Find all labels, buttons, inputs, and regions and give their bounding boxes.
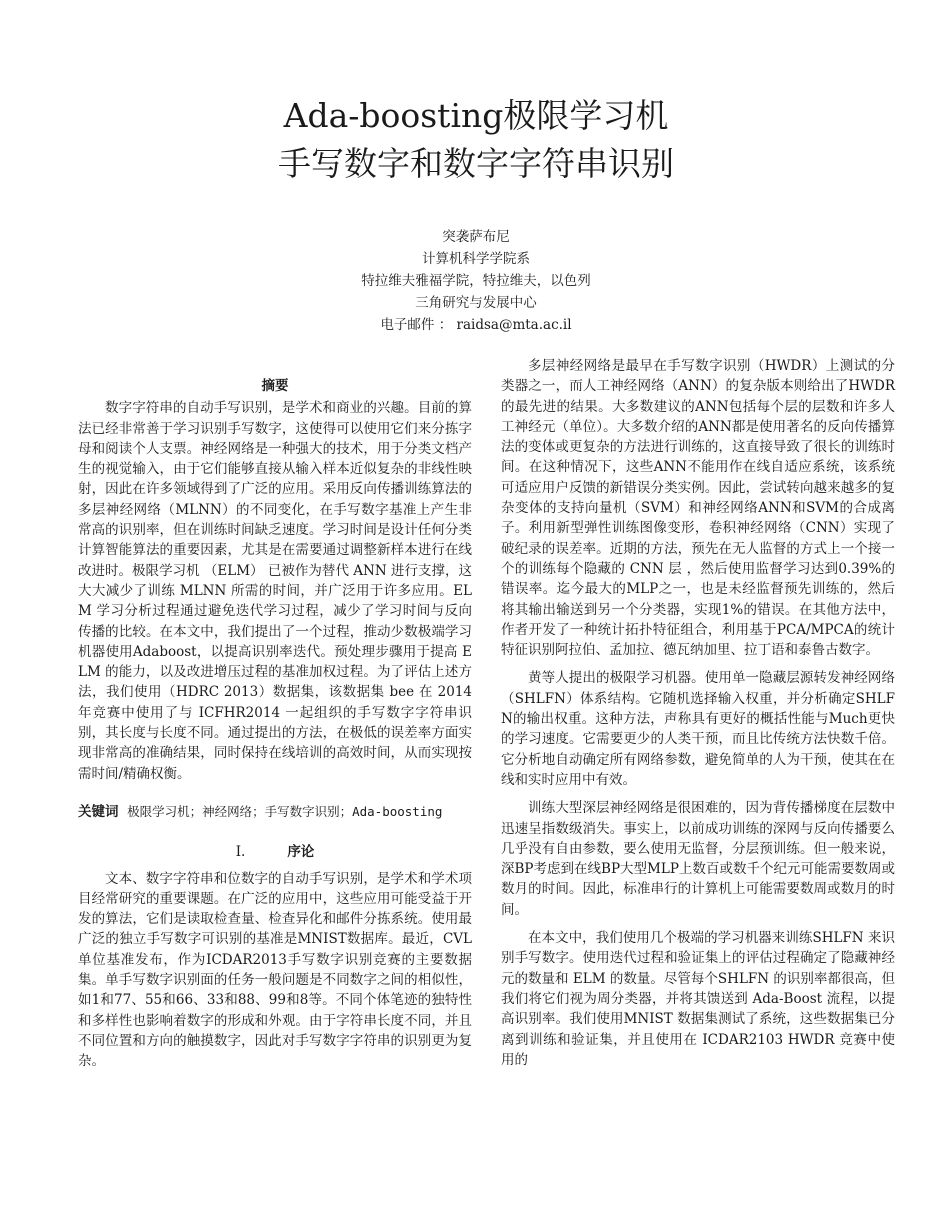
body-paragraph-1: 多层神经网络是最早在手写数字识别（HWDR）上测试的分类器之一，而人工神经网络（ANN）的复杂版本则给出了HWDR的最先进的结果。大多数建议的ANN包括每个层的层数和许多人工神经元（单位）。大多数介绍的ANN都是使用著名的反向传播算法的变体或更复杂的方法进行训练的，这直接导致了很长的训练时间。在这种情况下，这些ANN不能用作在线自适应系统，该系统可适应用户反馈的新错误分类实例。因此，尝试转向越来越多的复杂变体的支持向量机（SVM）和神经网络ANN和SVM的合成离子。利用新型弹性训练图像变形，卷积神经网络（CNN）实现了破纪录的误差率。近期的方法，预先在无人监督的方式上一个接一个的训练每个隐藏的 CNN 层 ，然后使用监督学习达到0.39%的错误率。迄今最大的MLP之一，也是未经监督预先训练的，然后将其输出输送到另一个分类器，实现1%的错误。在其他方法中，作者开发了一种统计拓扑特征组合，利用基于PCA/MPCA的统计特征识别阿拉伯、孟加拉、德瓦纳加里、拉丁语和泰鲁古数字。: [501, 358, 895, 659]
intro-paragraph: 文本、数字字符串和位数字的自动手写识别，是学术和学术项目经常研究的重要课题。在广泛的应用中，这些应用可能受益于开发的算法，它们是读取检查量、检查异化和邮件分拣系统。使用最广泛的独立手写数字可识别的基准是MNIST数据库。最近，CVL单位基准发布，作为ICDAR2013手写数字识别竞赛的主要数据集。单手写数字识别面的任务一般问题是不同数字之间的相似性，如1和77、55和66、33和88、99和8等。不同个体笔迹的独特性和多样性也影响着数字的形成和外观。由于字符串长度不同，并且不同位置和方向的触摸数字，因此对手写数字字符串的识别更为复杂。: [78, 870, 472, 1070]
author-department: 计算机科学学院系: [422, 251, 530, 267]
abstract-text: 数字字符串的自动手写识别，是学术和商业的兴趣。目前的算法已经非常善于学习识别手写数字，这使得可以使用它们来分拣字母和阅读个人支票。神经网络是一种强大的技术，用于分类文档产生的视觉输入，由于它们能够直接从输入样本近似复杂的非线性映射，因此在许多领域得到了广泛的应用。采用反向传播训练算法的多层神经网络（MLNN）的不同变化，在手写数字基准上产生非常高的识别率，但在训练时间缺乏速度。学习时间是设计任何分类计算智能算法的重要因素，尤其是在需要通过调整新样本进行在线改进时。极限学习机 （ELM） 已被作为替代 ANN 进行支撑，这大大减少了训练 MLNN 所需的时间，并广泛用于许多应用。ELM 学习分析过程通过避免迭代学习过程，减少了学习时间与反向传播的比较。在本文中，我们提出了一个过程，推动少数极端学习机器使用Adaboost，以提高识别率迭代。预处理步骤用于提高 ELM 的能力，以及改进增压过程的基准加权过程。为了评估上述方法，我们使用（HDRC 2013）数据集，该数据集 bee 在 2014 年竞赛中使用了与 ICFHR2014 一起组织的手写数字字符串识别，其长度与长度不同。通过提出的方法，在极低的误差率方面实现非常高的准确结果，同时保持在线培训的高效时间，从而实现按需时间/精确权衡。: [78, 400, 472, 782]
author-center: 三角研究与发展中心: [415, 295, 537, 311]
right-column: [501, 356, 895, 1078]
body-paragraph-2: 黄等人提出的极限学习机器。使用单一隐藏层源转发神经网络（SHLFN）体系结构。它随机选择输入权重，并分析确定SHLFN的输出权重。这种方法，声称具有更好的概括性能与Much更快的学习速度。它需要更少的人类干预，而且比传统方法快数千倍。它分析地自动确定所有网络参数，避免简单的人为干预，使其在在线和实时应用中有效。: [501, 670, 895, 788]
section-heading: [78, 842, 472, 862]
body-paragraph-4: 在本文中，我们使用几个极端的学习机器来训练SHLFN 来识别手写数字。使用迭代过程和验证集上的评估过程确定了隐藏神经元的数量和 ELM 的数量。尽管每个SHLFN 的识别率都很高，但我们将它们视为周分类器，并将其馈送到 Ada-Boost 流程，以提高识别率。我们使用MNIST 数据集测试了系统，这些数据集已分离到训练和验证集，并且使用在 ICDAR2103 HWDR 竞赛中使用的: [501, 930, 895, 1068]
section-title: 序论: [287, 844, 315, 861]
author-block: [0, 226, 952, 336]
author-email: 电子邮件 ： raidsa@mta.ac.il: [380, 317, 572, 333]
left-column: [78, 376, 472, 1072]
title-line-1: Ada-boosting极限学习机: [283, 96, 669, 135]
section-number: I.: [235, 844, 246, 861]
abstract-heading: 摘要: [261, 378, 289, 394]
author-institution: 特拉维夫雅福学院，特拉维夫，以色列: [361, 273, 591, 289]
paper-title: [0, 92, 952, 188]
body-paragraph-3: 训练大型深层神经网络是很困难的，因为背传播梯度在层数中迅速呈指数级消失。事实上，以前成功训练的深网与反向传播要么几乎没有自由参数，要么使用无监督，分层预训练。但一般来说，深BP考虑到在线BP大型MLP上数百或数千个纪元可能需要数周或数月的时间。因此，标准串行的计算机上可能需要数周或数月的时间。: [501, 800, 895, 918]
keywords: [78, 802, 472, 822]
author-name: 突袭萨布尼: [442, 229, 510, 245]
title-line-2: 手写数字和数字字符串识别: [278, 144, 674, 183]
keywords-label: 关键词: [78, 803, 119, 820]
keywords-text: 极限学习机；神经网络；手写数字识别；Ada-boosting: [127, 803, 443, 819]
